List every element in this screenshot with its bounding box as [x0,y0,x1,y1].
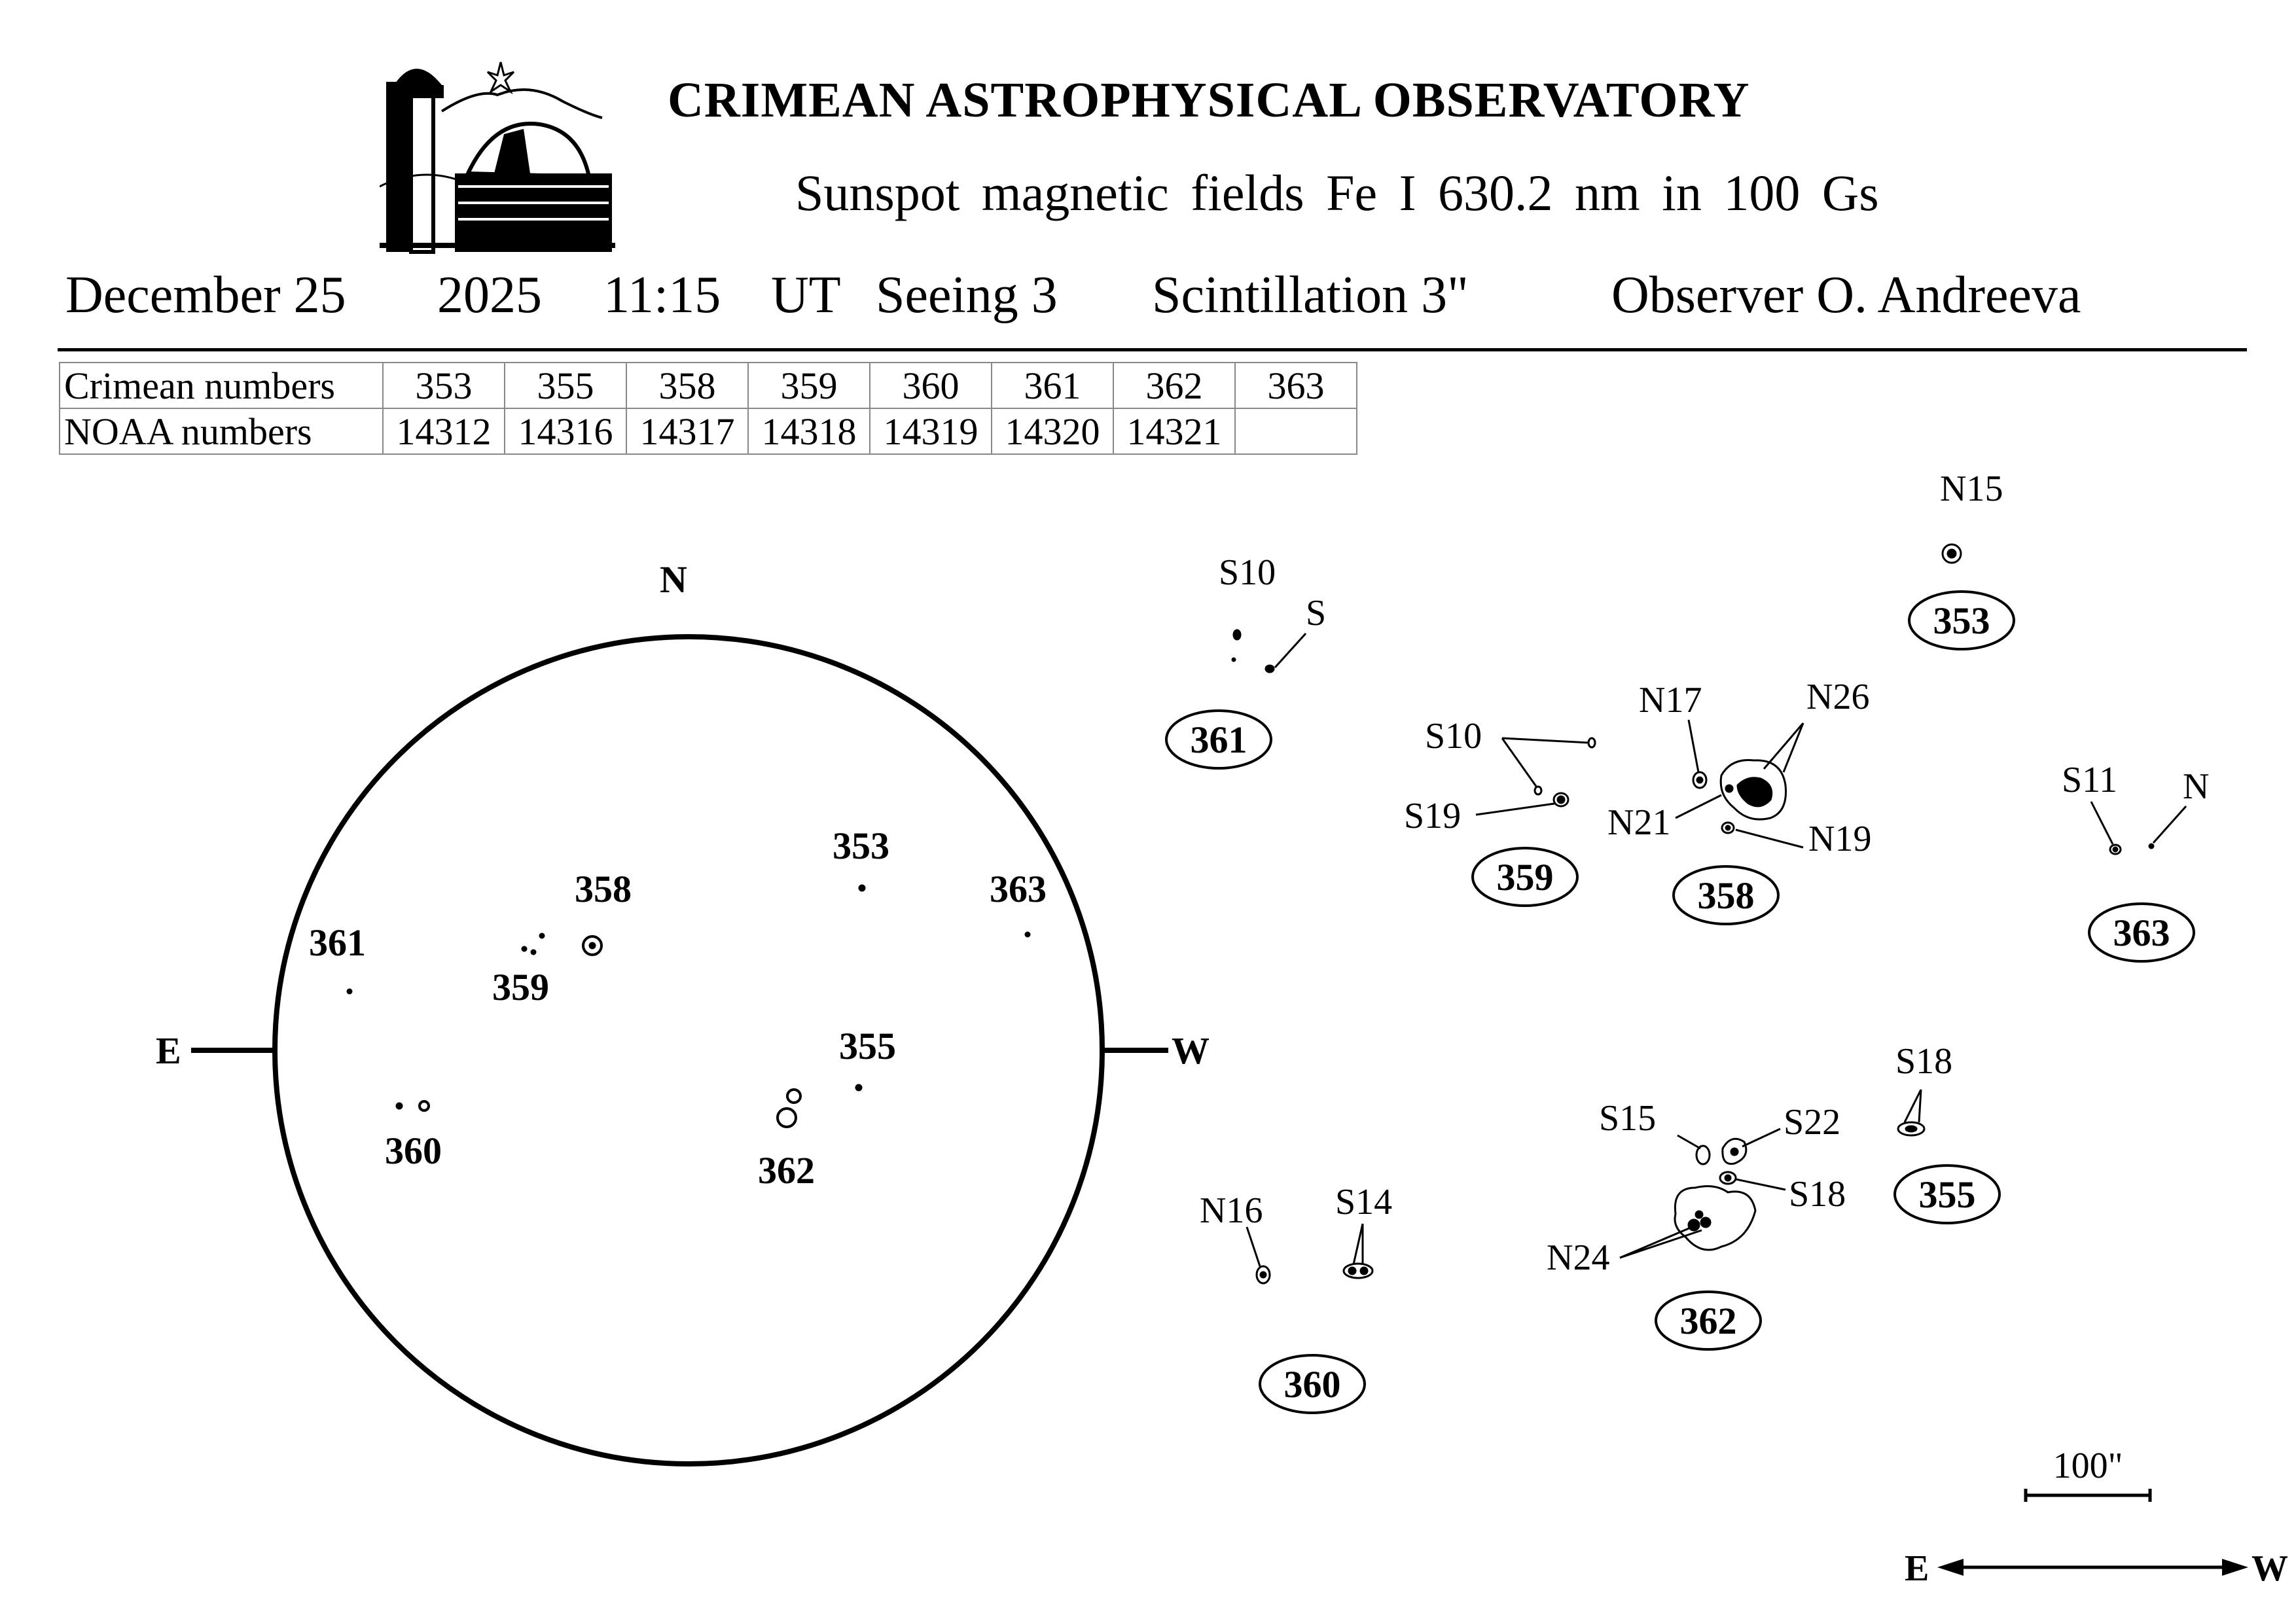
disk-region-label: 359 [492,966,549,1008]
inset-polarity-label: S11 [2062,760,2118,800]
spot-contour [1948,550,1956,558]
inset-polarity-label: S18 [1789,1174,1846,1215]
disk-region-label: 361 [309,921,366,964]
inset-polarity-label: N19 [1808,819,1872,859]
spot-contour [1725,1175,1731,1181]
inset-polarity-label: S22 [1784,1102,1841,1143]
disk-region-label: 358 [575,868,632,910]
west-label: W [1172,1029,1210,1072]
leader-line [1275,633,1306,667]
inset-polarity-label: S [1306,593,1327,633]
spot-contour [1906,1126,1916,1131]
leader-line [1736,1179,1785,1190]
observation-date: December 25 [65,266,346,324]
spot-contour [1232,658,1235,661]
inset-region-number: 362 [1679,1300,1737,1342]
inset-region-number: 363 [2113,912,2170,954]
spot [1025,932,1030,937]
disk-region-label: 355 [839,1025,896,1067]
inset-polarity-label: S14 [1335,1182,1393,1222]
spot-contour [1266,666,1274,672]
observation-time: 11:15 [603,266,721,324]
crimean-number: 359 [748,363,870,408]
leader-line [1502,738,1537,787]
east-label: E [156,1029,181,1072]
leader-line [1502,738,1589,743]
leader-line [1476,804,1554,815]
spot-contour [1697,777,1702,783]
leader-line [1354,1224,1363,1264]
spot [539,933,545,938]
spot [347,989,352,994]
inset-region-number: 361 [1190,719,1247,761]
inset-polarity-label: S18 [1895,1041,1953,1082]
leader-line [1689,720,1698,772]
inset-region-number: 353 [1933,599,1990,642]
spot-contour [1726,785,1732,792]
spot-contour [1361,1268,1367,1274]
observation-year: 2025 [437,266,542,324]
noaa-number: 14316 [505,408,626,454]
noaa-number: 14319 [870,408,992,454]
inset-polarity-label: S10 [1219,552,1276,593]
noaa-row-label: NOAA numbers [60,408,383,454]
leader-line [1784,723,1803,772]
inset-polarity-label: N21 [1607,802,1671,843]
orientation-arrow-head-west [2222,1559,2248,1576]
noaa-number: 14317 [626,408,748,454]
spot-contour [1234,630,1240,639]
inset-region-number: 359 [1496,856,1554,898]
noaa-number: 14312 [383,408,505,454]
spot [589,942,596,949]
spot-contour [1675,1186,1755,1250]
spot-contour [1349,1268,1355,1274]
page-title: CRIMEAN ASTROPHYSICAL OBSERVATORY [668,73,1750,128]
disk-region-label: 362 [758,1149,815,1192]
leader-line [1620,1230,1702,1258]
spot-contour [1738,778,1772,806]
observation-scintillation: Scintillation 3" [1152,266,1469,324]
disk-region-label: 353 [833,825,889,867]
spot-contour [1558,796,1564,803]
spot [420,1101,429,1111]
crimean-number: 353 [383,363,505,408]
leader-line [1247,1227,1260,1266]
disk-spots [347,885,1030,1127]
crimean-number: 361 [992,363,1113,408]
spot-contour [1261,1272,1266,1277]
leader-line [2091,802,2113,844]
spot-contour [1696,1211,1702,1218]
inset-polarity-label: N17 [1639,680,1702,720]
spot-contour [1696,1146,1710,1164]
orientation-arrow-head-east [1937,1559,1964,1576]
crimean-number: 358 [626,363,748,408]
spot [396,1103,403,1109]
crimean-number: 363 [1235,363,1357,408]
spot-contour [2113,847,2117,851]
crimean-number: 362 [1113,363,1235,408]
crimean-number: 355 [505,363,626,408]
noaa-number: 14318 [748,408,870,454]
noaa-number: 14320 [992,408,1113,454]
inset-polarity-label: N [2183,766,2210,807]
inset-polarity-label: S15 [1599,1098,1657,1139]
spot [522,946,527,951]
north-label: N [660,558,687,601]
orientation-west-label: W [2251,1548,2288,1589]
scale-label: 100" [2053,1446,2123,1486]
disk-region-label: 363 [990,868,1047,910]
spot-contour [1535,787,1541,794]
inset-polarity-label: N16 [1200,1190,1263,1231]
spot [531,950,536,955]
inset-region-number: 360 [1283,1363,1341,1406]
spot-contour [1731,1148,1738,1155]
noaa-number: 14321 [1113,408,1235,454]
inset-polarity-label: S19 [1404,796,1462,836]
leader-line [2153,806,2186,843]
spot [787,1090,800,1103]
solar-disk [275,637,1102,1464]
leader-line [1736,830,1803,847]
spot [778,1109,796,1127]
crimean-row-label: Crimean numbers [60,363,383,408]
inset-polarity-label: S10 [1425,716,1482,756]
inset-polarity-label: N24 [1547,1237,1610,1278]
observation-seeing: Seeing 3 [876,266,1058,324]
spot-contour [2149,844,2153,848]
leader-line [1764,723,1803,769]
spot-contour [1701,1218,1710,1227]
leader-line [1677,1135,1700,1148]
leader-line [1676,795,1721,818]
inset-region-number: 358 [1697,874,1755,917]
crimean-number: 360 [870,363,992,408]
disk-region-label: 360 [385,1129,442,1172]
spot-contour [1726,826,1730,830]
spot [855,1084,862,1091]
observation-ut: UT [771,266,841,324]
observation-observer: Observer O. Andreeva [1611,266,2081,324]
leader-line [1742,1129,1780,1147]
spot-contour [1588,738,1595,747]
orientation-east-label: E [1905,1548,1929,1589]
inset-region-number: 355 [1918,1173,1976,1216]
inset-polarity-label: N26 [1806,677,1870,717]
page-subtitle: Sunspot magnetic fields Fe I 630.2 nm in 100 Gs [795,164,1879,221]
inset-polarity-label: N15 [1940,469,2003,509]
spot [859,885,865,891]
